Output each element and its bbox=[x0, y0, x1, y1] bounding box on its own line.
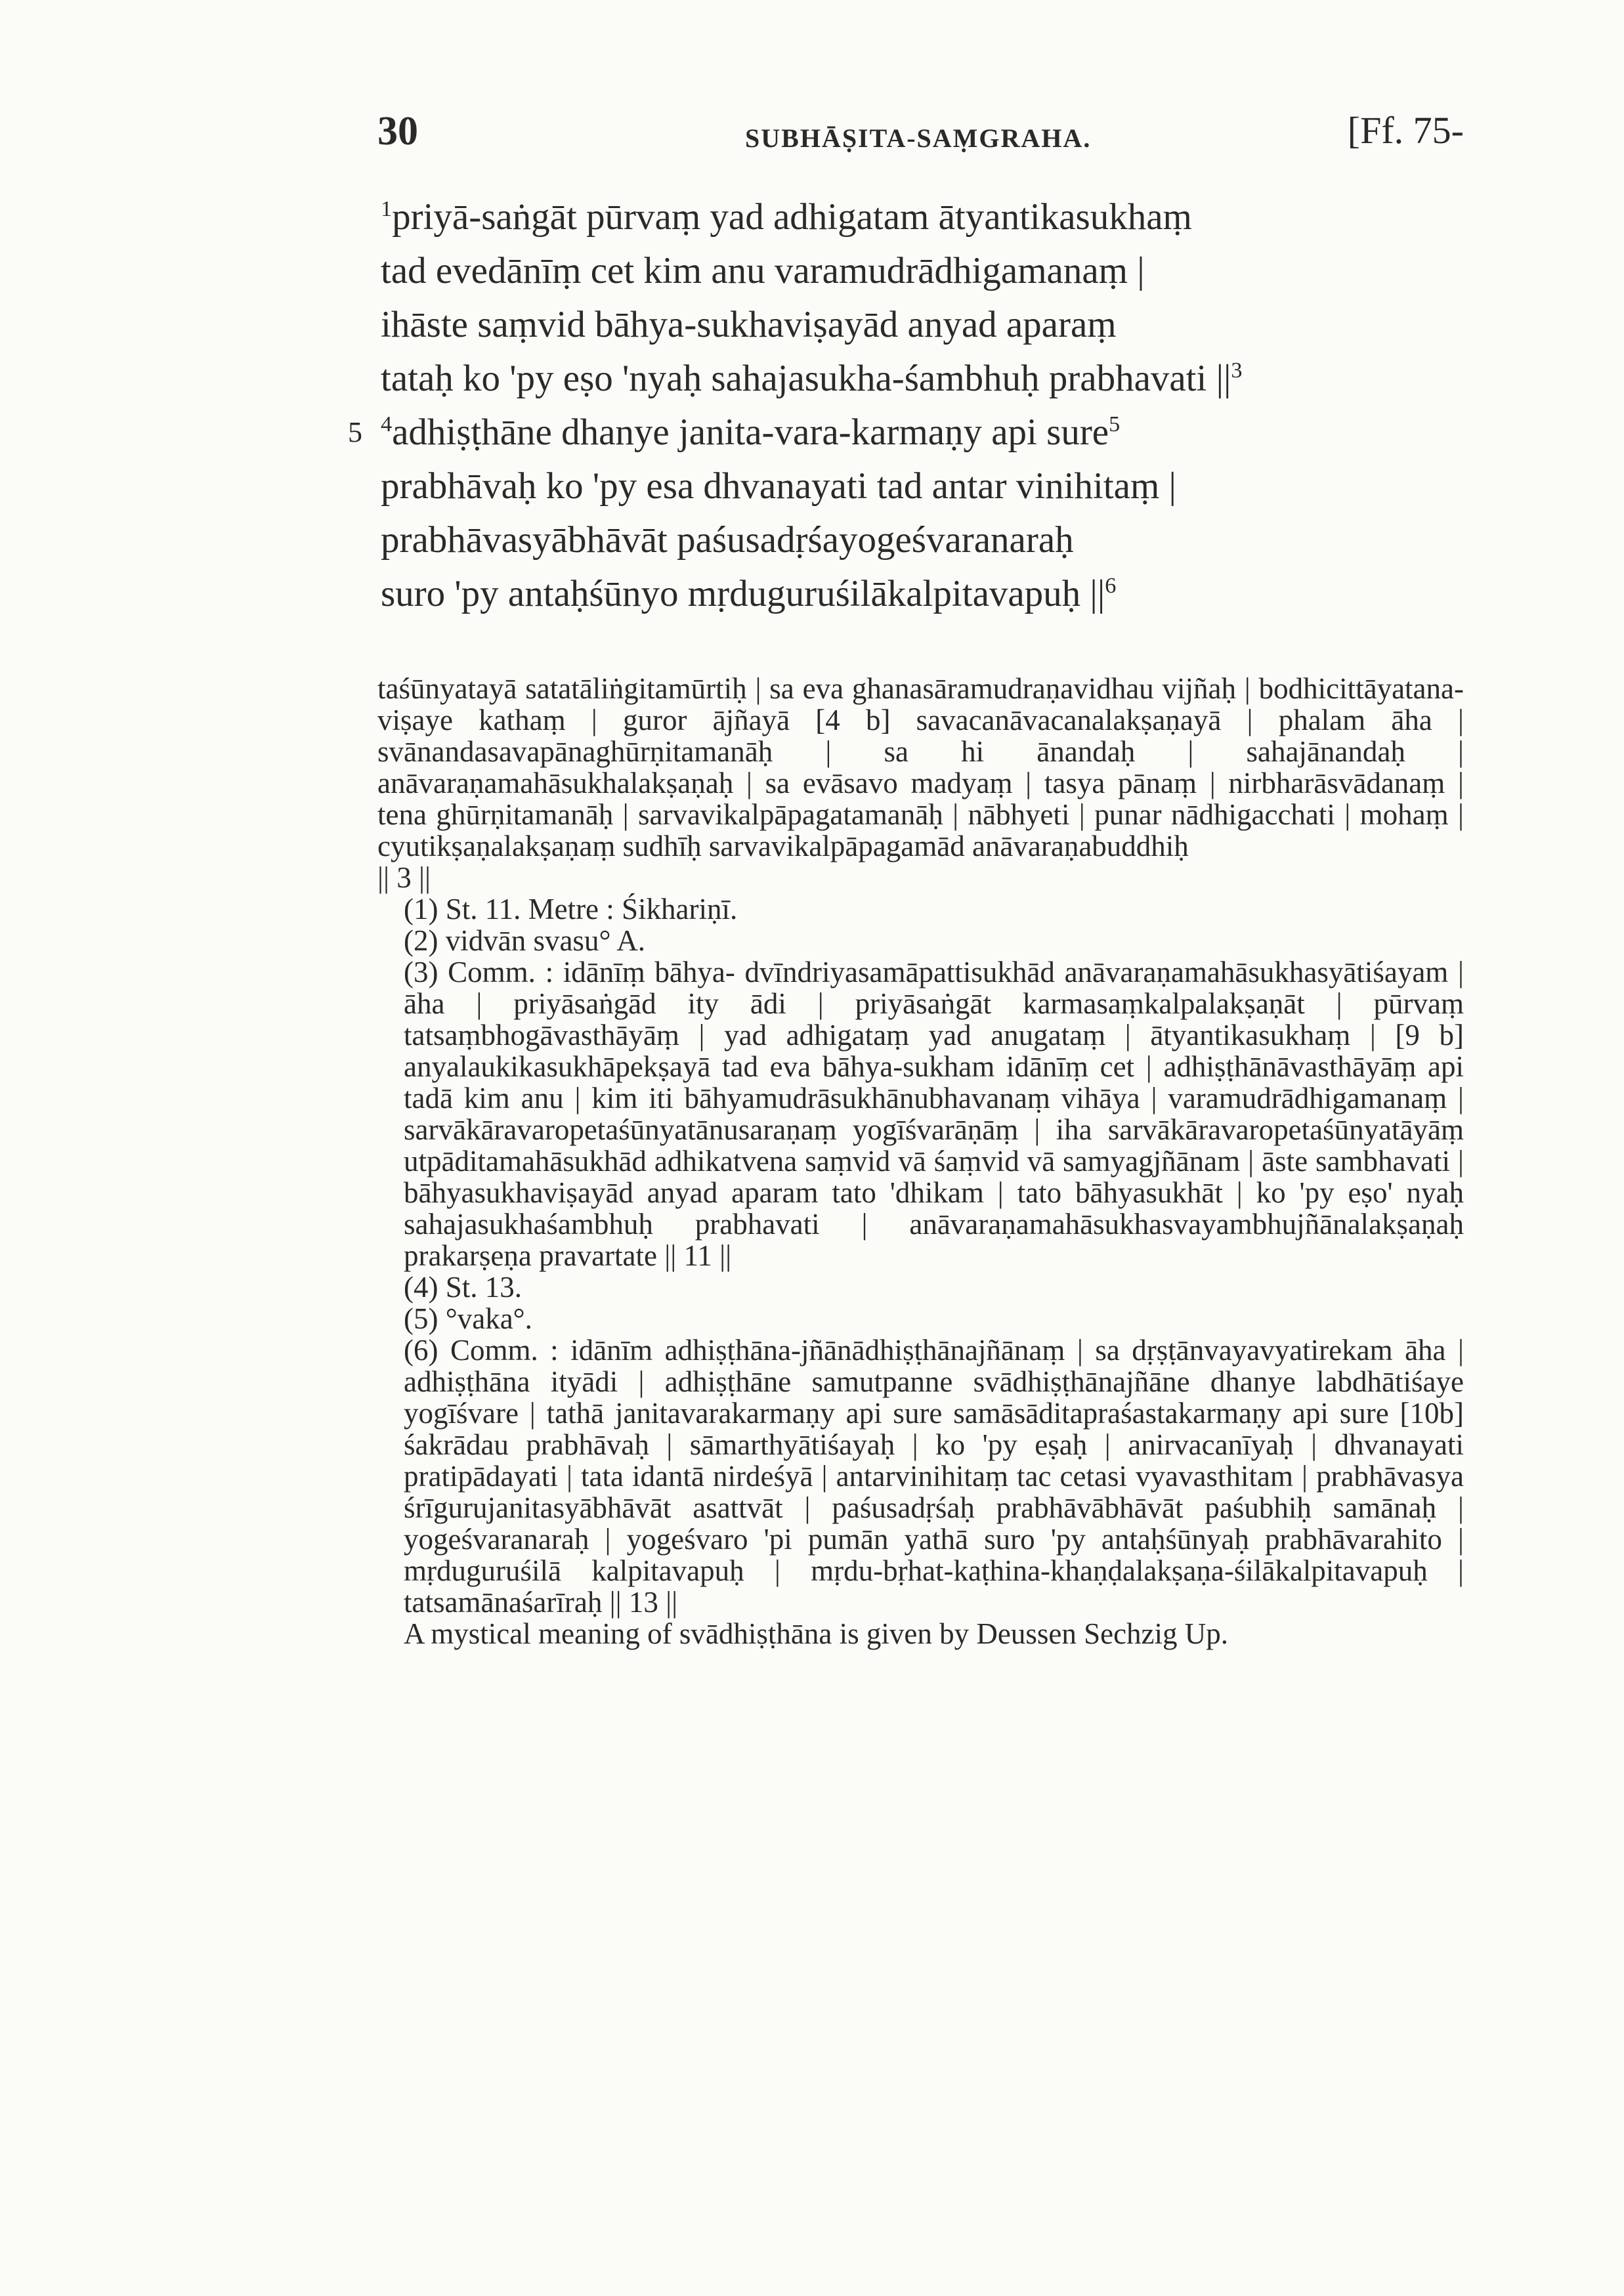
footnote-3: (3) Comm. : idānīṃ bāhya- dvīndriyasamāpattisukhād anāvaraṇamahāsukhasyātiśayam | āha | priyāsaṅgād ity ādi | priyāsaṅgāt karmasaṃkalpalakṣaṇāt | pūrvaṃ tatsaṃbhogāvasthāyāṃ | yad adhigataṃ yad anugataṃ | ātyantikasukhaṃ | [9 b] anyalaukikasukhāpekṣayā tad eva bāhya-sukham idānīṃ cet | adhiṣṭhānāvasthāyāṃ api tadā kim anu | kim iti bāhyamudrāsukhānubhavanaṃ vihāya | varamudrādhigamanaṃ | sarvākāravaropetaśūnyatānusaraṇaṃ yogīśvarāṇāṃ | iha sarvākāravaropetaśūnyatāyāṃ utpāditamahāsukhād adhikatvena saṃvid vā śaṃvid vā samyagjñānam | āste sambhavati | bāhyasukhaviṣayād anyad aparam tato 'dhikam | tato bāhyasukhāt | ko 'py eṣo' nyaḥ sahajasukhaśambhuḥ prabhavati | anāvaraṇamahāsukhasvayambhujñānalakṣaṇaḥ prakarṣeṇa pravartate || 11 || bbox=[404, 956, 1464, 1272]
footnote-6: (6) Comm. : idānīm adhiṣṭhāna-jñānādhiṣṭhānajñānaṃ | sa dṛṣṭānvayavyatirekam āha | adhiṣṭhāna ityādi | adhiṣṭhāne samutpanne svādhiṣṭhānajñāne dhanye labdhātiśaye yogīśvare | tathā janitavarakarmaṇy api sure samāsāditapraśastakarmaṇy api sure [10b] śakrādau prabhāvaḥ | sāmarthyātiśayaḥ | ko 'py eṣaḥ | anirvacanīyaḥ | dhvanayati pratipādayati | tata idantā nirdeśyā | antarvinihitaṃ tac cetasi vyavasthitam | prabhāvasya śrīgurujanitasyābhāvāt asattvāt | paśusadṛśaḥ prabhāvābhāvāt paśubhiḥ samānaḥ | yogeśvaranaraḥ | yogeśvaro 'pi pumān yathā suro 'py antaḥśūnyaḥ prabhāvarahito | mṛduguruśilā kalpitavapuḥ | mṛdu-bṛhat-kaṭhina-khaṇḍalakṣaṇa-śilākalpitavapuḥ | tatsamānaśarīraḥ || 13 || bbox=[404, 1334, 1464, 1619]
verse-line: tataḥ ko 'py eṣo 'nyaḥ sahajasukha-śambhuḥ prabhavati $||^3$ bbox=[381, 358, 1243, 399]
closing-remark: A mystical meaning of svādhiṣṭhāna is given by Deussen Sechzig Up. bbox=[404, 1617, 1229, 1650]
verse-end-marker: || 3 || bbox=[377, 861, 431, 894]
verse-line: $^1$priyā-saṅgāt pūrvaṃ yad adhigatam ātyantikasukhaṃ bbox=[381, 196, 1192, 238]
verse-line: prabhāvasyābhāvāt paśusadṛśayogeśvaranaraḥ bbox=[381, 519, 1074, 561]
verse-line: ihāste saṃvid bāhya-sukhaviṣayād anyad aparaṃ bbox=[381, 304, 1117, 345]
footnote-marker: 3 bbox=[1231, 358, 1243, 383]
footnote-1: (1) St. 11. Metre : Śikhariṇī. bbox=[404, 893, 738, 925]
footnote-marker: 6 bbox=[1105, 574, 1117, 598]
footnote-marker: 5 bbox=[1109, 412, 1121, 436]
running-title: SUBHĀṢITA-SAṂGRAHA. bbox=[745, 123, 1092, 153]
verse-block bbox=[348, 190, 1464, 621]
footnote-4: (4) St. 13. bbox=[404, 1271, 522, 1304]
line-number: 5 bbox=[348, 416, 362, 448]
commentary-block bbox=[377, 673, 1464, 1649]
footnote-marker: 1 bbox=[381, 197, 393, 221]
footnote-2: (2) vidvān svasu° A. bbox=[404, 924, 645, 957]
page-header bbox=[377, 108, 1464, 174]
footnote-5: (5) °vaka°. bbox=[404, 1302, 532, 1335]
commentary-paragraph: taśūnyatayā satatāliṅgitamūrtiḥ | sa eva ghanasāramudraṇavidhau vijñaḥ | bodhicittāyatana-viṣaye kathaṃ | guror ājñayā [4 b] savacanāvacanalakṣaṇayā | phalam āha | svānandasavapānaghūrṇitamanāḥ | sa hi ānandaḥ | sahajānandaḥ | anāvaraṇamahāsukhalakṣaṇaḥ | sa evāsavo madyaṃ | tasya pānaṃ | nirbharāsvādanaṃ | tena ghūrṇitamanāḥ | sarvavikalpāpagatamanāḥ | nābhyeti | punar nādhigacchati | mohaṃ | cyutikṣaṇalakṣaṇaṃ sudhīḥ sarvavikalpāpagamād anāvaraṇabuddhiḥ bbox=[377, 672, 1464, 862]
verse-line: prabhāvaḥ ko 'py esa dhvanayati tad antar vinihitaṃ | bbox=[381, 465, 1176, 507]
verse-line: 5 $^4$adhiṣṭhāne dhanye janita-vara-karmaṇy api sure$^5$ bbox=[381, 406, 1464, 459]
page-number: 30 bbox=[377, 109, 418, 154]
footnote-marker: 4 bbox=[381, 412, 393, 436]
verse-line: tad evedānīṃ cet kim anu varamudrādhigamanaṃ | bbox=[381, 250, 1145, 291]
verse-line: suro 'py antaḥśūnyo mṛduguruśilākalpitavapuḥ $||^6$ bbox=[381, 573, 1117, 614]
folio-reference: [Ff. 75- bbox=[1347, 109, 1464, 152]
